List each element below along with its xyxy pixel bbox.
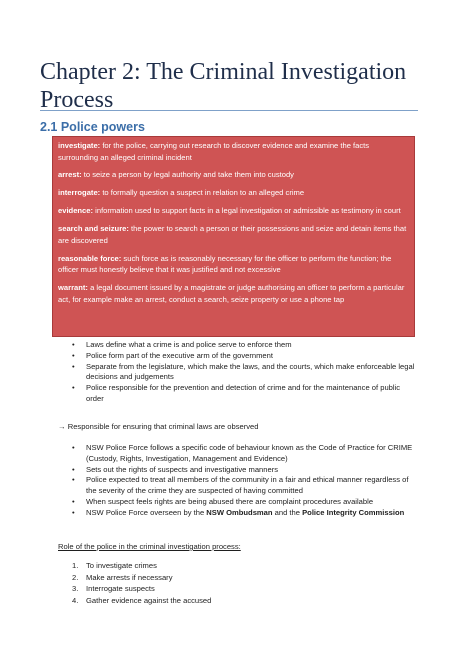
- list-item: [72, 595, 211, 607]
- definition-term: arrest:: [58, 170, 82, 180]
- list-item: • Laws define what a crime is and police serve to enforce them: [72, 340, 417, 351]
- arrow-note: → Responsible for ensuring that criminal laws are observed: [58, 422, 259, 431]
- list-item: [72, 560, 211, 572]
- definition-text: the power to search a person or their possessions and seize and detain items that are discovered: [58, 224, 407, 245]
- section-heading: 2.1 Police powers: [40, 120, 145, 134]
- definition-search-and-seizure: [58, 223, 409, 246]
- code-of-practice-bullet-list: [72, 443, 417, 519]
- definition-warrant: [58, 282, 409, 305]
- ombudsman-name: NSW Ombudsman: [206, 507, 273, 517]
- list-item-text: Make arrests if necessary: [86, 572, 173, 582]
- integrity-commission-name: Police Integrity Commission: [302, 507, 405, 517]
- list-number: 4.: [72, 595, 79, 605]
- list-item: • Police form part of the executive arm of the government: [72, 351, 417, 362]
- list-item: • Police responsible for the prevention and detection of crime and for the maintenance of public order: [72, 383, 417, 405]
- list-item: • NSW Police Force follows a specific code of behaviour known as the Code of Practice for CRIME (Custody, Rights, Investigation, Management and Evidence): [72, 443, 417, 465]
- role-heading: Role of the police in the criminal investigation process:: [58, 542, 241, 551]
- chapter-title: Chapter 2: The Criminal Investigation Process: [40, 59, 407, 113]
- list-number: 2.: [72, 572, 79, 582]
- definition-term: evidence:: [58, 206, 94, 216]
- definition-text: to seize a person by legal authority and take them into custody: [81, 170, 294, 180]
- definition-term: investigate:: [58, 141, 101, 150]
- definition-investigate: [58, 140, 409, 163]
- list-item: [72, 572, 211, 584]
- list-item: • Police expected to treat all members of the community in a fair and ethical manner regardless of the severity of the crime they are suspected of having committed: [72, 475, 417, 497]
- definition-text: information used to support facts in a legal investigation or admissible as testimony in court: [93, 206, 401, 216]
- list-item-text: To investigate crimes: [86, 561, 157, 570]
- title-divider: [40, 110, 418, 111]
- police-role-bullet-list: [72, 340, 417, 405]
- definition-term: reasonable force:: [58, 253, 122, 263]
- list-item: • Separate from the legislature, which make the laws, and the courts, which make enforceable legal decisions and judgements: [72, 362, 417, 384]
- definition-evidence: [58, 205, 409, 217]
- definition-term: interrogate:: [58, 188, 101, 198]
- definition-term: warrant:: [58, 283, 88, 293]
- list-number: 3.: [72, 584, 79, 594]
- list-item-text: and the: [272, 507, 303, 517]
- definition-text: such force as is reasonably necessary for the officer to perform the function; the officer must honestly believe that it was justified and not excessive: [58, 253, 392, 275]
- list-item-text: NSW Police Force overseen by the: [86, 507, 207, 517]
- list-item-text: Gather evidence against the accused: [86, 595, 212, 605]
- list-item: • When suspect feels rights are being abused there are complaint procedures available: [72, 497, 417, 508]
- list-number: 1.: [72, 561, 79, 570]
- list-item: [72, 583, 211, 595]
- definition-term: search and seizure:: [58, 224, 129, 234]
- definition-reasonable-force: [58, 253, 409, 276]
- list-item-text: Interrogate suspects: [86, 584, 155, 594]
- definition-arrest: [58, 169, 409, 181]
- role-numbered-list: [72, 560, 211, 606]
- definition-text: to formally question a suspect in relation to an alleged crime: [100, 188, 305, 198]
- definition-interrogate: [58, 187, 409, 199]
- definition-text: for the police, carrying out research to discover evidence and examine the facts surrounding an alleged criminal incident: [58, 141, 370, 162]
- list-item: • Sets out the rights of suspects and investigative manners: [72, 465, 417, 476]
- list-item: [72, 508, 417, 519]
- definition-text: a legal document issued by a magistrate or judge authorising an officer to perform a particular act, for example make an arrest, conduct a search, seize property or use a phone tap: [58, 283, 405, 304]
- definitions-box: [52, 136, 415, 337]
